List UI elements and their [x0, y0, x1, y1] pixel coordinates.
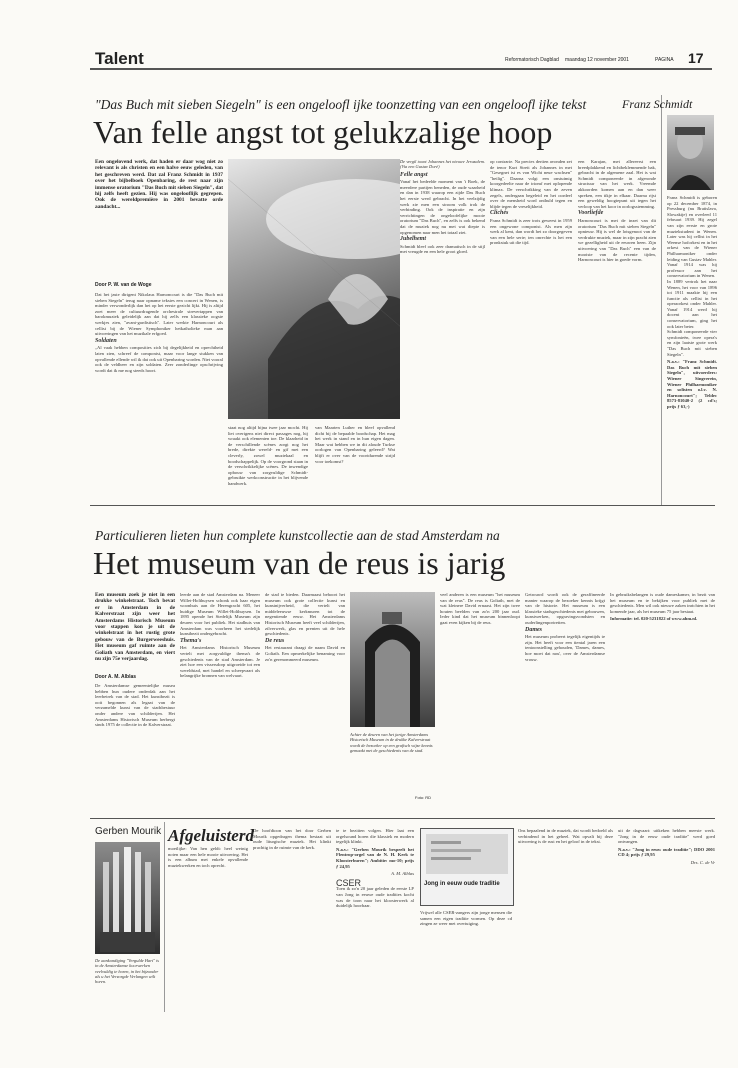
photo-caption: De vergil toont Johannes het nieuwe Jeruzalem. (Via een Gustav Doré)	[400, 159, 485, 170]
article2-col1-text: De Amsterdamse gemeentelijke musea hebben hun oudere onderdak aan het leerbetrek van de stad. Het kunstbezit is ooit begonnen als legaat van de verzamelde kunst van de stadsbestuur onder andere van schilderijen. Het Amsterdams Historisch Museum herbergt sinds 1975 de collectie in de Kalverstraat.	[95, 683, 175, 728]
afgeluisterd-col3	[336, 828, 414, 1011]
subhead-cliches: Clichés	[490, 210, 509, 217]
body-paragraph: Het museum probeert tegelijk eigentijds te zijn. Het heeft voor een tiental jaren een tentoonstelling gehouden, 'Dames, dames, hoe moet dat nou', over de Amsterdamse vrouw.	[525, 634, 605, 662]
afgeluisterd-col7	[618, 828, 715, 1011]
article2-byline: Door A. M. Alblas	[95, 674, 137, 680]
gerben-title: Gerben Mourik	[95, 826, 162, 837]
sidebar-title: Franz Schmidt	[622, 97, 693, 111]
cd-cover-box	[420, 828, 514, 906]
museum-photo-credit: Foto: RD	[415, 795, 432, 800]
afgeluisterd-col1: moeilijke: Van hen geldt: heel weinig noten maar een hele mooie uitvoering. Het is een album met enkele opvallende muziekwerken en toch oprecht.	[168, 846, 248, 868]
subhead-felle-angst: Felle angst	[400, 171, 428, 178]
section-divider	[90, 505, 715, 506]
body-paragraph: Schmidt bleef ook zeer dramatisch in de stijl met vreugde en een hele groot gloed.	[400, 243, 485, 255]
article1-kicker: "Das Buch mit sieben Siegeln" is een ongeloofl ijke toonzetting van een ongeloofl ijke tekst	[95, 97, 587, 112]
review-signature: A. M. Alblas	[391, 871, 414, 877]
body-paragraph: In 1889 vertrok het naar Wenen, het voor van 1896 tot 1911 maakte hij een functie als cellist in het operaorkest onder Mahler. Vanaf 1914 werd hij docent aan het conservatorium, ging het ook later beter.	[667, 278, 717, 329]
body-paragraph: leerde aan de stad Amsterdam na. Meneer Willet-Holthuysen schonk ook haar eigen woonhuis aan de Herengracht 605, het huidige Museum Willet-Holthuysen. In 1895 opende het Stedelijk Museum zijn deuren voor het publiek. Het stadhuis van Amsterdam was voorheen het stedelijk kunstbezit ondergebracht.	[180, 592, 260, 637]
article1-col4	[400, 159, 485, 500]
page-number: 17	[688, 50, 704, 66]
newspaper-name: Reformatorisch Dagblad	[505, 57, 559, 63]
article1-col1-text	[95, 292, 223, 500]
header-bar	[90, 68, 712, 70]
body-paragraph: Franz Schmidt is zeer trots geweest in 1959 een ongewone componist. Als men zijn werk al kent, dan wordt het zo doorgegeven van een hele serie; ten onrechte is het een pronkstuk uit die tijd.	[490, 217, 572, 246]
body-paragraph: Toen ik zo'n 20 jaar geleden de eerste LP van Jong in eeuwe oude tradities kocht was de toon naar het kloosterwerk al duidelijk hoorbaar.	[336, 886, 414, 909]
afgeluisterd-col5: Vrijwel alle CSER-zangers zijn jonge mensen die samen een eigen traditie vormen. Op deze cd zingen ze weer met overtuiging.	[420, 910, 512, 927]
subhead-jubelhemt: Jubelhemt	[400, 236, 427, 243]
museum-gate-illustration	[350, 592, 435, 727]
final-signature: Drs. C. de Vr	[690, 859, 715, 865]
afgeluisterd-col2: De hoofdtoon van het door Gerben Mourik opgedragen thema bestaat uit oude liturgische muziek. Het klinkt prachtig in de ruimte van de kerk.	[253, 828, 331, 850]
body-paragraph: Harnoncourt is met de inzet van dit oratorium "Das Buch mit sieben Siegeln" opnieuw. Hij is wel de lotsgenoot van de verdrukte muziek, maar in zijn pracht zien we gezelligheid uit de eeuwen heen. Zijn uitvoering van "Das Buch" een van de mooiste van de recente tijden, Harnoncourt is hier in goede vorm.	[578, 217, 656, 263]
sidebar-divider	[661, 95, 662, 505]
cd-cover-illustration	[421, 829, 513, 879]
body-paragraph: een Karajan, met allereerst een breedplakkend en lichtbeklemmende bak, gebracht in de algemene zaal. Het is wat Schmidt componeerde in afgeronde structuur van het werk. Vreemde akkoorden komen aan en dan weer spreken, een tikje in elkaar. Daarna rijst een geweldig hoogtepunt uit tegen het verloop van het koor in oorlogsstemming.	[578, 159, 656, 209]
schmidt-portrait	[667, 115, 714, 190]
article2-lede: Een museum zoek je niet in een drukke winkelstraat. Toch bevat er in Amsterdam in de Kalverstraat zijn weer het Amsterdams Historisch Museum voor stappen kon je uit de winkelstraat in het rustig grote gebouw van de Burgerweeshuis. Het museum gaf ruimte aan de Goliath van Amsterdam, en viert nu zijn 75e verjaardag.	[95, 592, 175, 663]
organ-illustration	[95, 842, 160, 954]
article1-lede: Een ongelovend werk, dat haden er daar wog niet zo relevant is als christen en een halve eeuw geleden, van het geschreven werd. Dat zal Franz Schmidt in 1937 over het bijbelboek Openbaring, de rest naar zijn immense oratorium "Das Buch mit sieben Siegeln", dat hij zelfs heeft gezien. Hij was ongelooflijk gegrepen. Ook de wereldpremière in 2001 bevatte orde aandacht...	[95, 159, 223, 210]
afgeluisterd-col6: Ons bepaalend in de muziek, dat wordt bedoeld als verbindend in het geheel. Wat opvalt bij deze uitvoering is de rust en het geloof in de tekst.	[518, 828, 613, 845]
body-paragraph: In gebruiksbelangen is oude dameskamer, in bezit van het museum en te bekijken voor publiek met de geschiedenis. Men wil ook nieuwe zaken inrichten in het komende jaar, als het museum 75 jaar bestaat.	[610, 592, 715, 614]
subhead-de-reus: De reus	[265, 637, 285, 644]
article2-col4: veel anderen is een museum "het museum van de reus". De reus is Goliath, met de wat kleinere David ernaast. Het zijn twee houten beelden van zo'n 200 jaar oud. Ieder kind dat het museum binnenloopt gaat even kijken bij de reus.	[440, 592, 520, 625]
subhead-soldaten: Soldaten	[95, 337, 117, 344]
info-line: Informatie: tel. 020-5231822 of www.ahm.nl.	[610, 616, 698, 622]
article1-col5	[490, 159, 572, 500]
article2-col6	[610, 592, 715, 812]
page-label: PAGINA	[655, 57, 674, 63]
final-credit: N.a.v.: "Jong in eeuw oude traditie"; DDO 2001 CD 4; prijs ƒ 29,95	[618, 846, 715, 858]
body-paragraph: Het restaurant draagt de naam David en Goliath. Een opmerkelijke benaming voor zo'n gerenommeerd museum.	[265, 645, 345, 662]
header-date: maandag 12 november 2001	[565, 57, 629, 63]
article1-col3-text: van Maarten Luther en bleef opvallend dicht bij de bepaalde boodschap. Het mag het werk in stand en in hun eigen dagen. Maar wat hebben we in dit aloude Turkse oorlogen van Openbaring geleerd? Wat blijft er over van de voortdurende strijd voor toekomst?	[315, 425, 395, 464]
afgeluisterd-title: Afgeluisterd	[168, 826, 254, 845]
body-paragraph: Franz Schmidt is geboren op 22 december 1874, in Pressburg (nu Bratislava, Slowakije) en overleed 11 februari 1939. Hij zegel van zijn eerste en grote muziekstudent in Wenen. Later was hij cellist in het Weense hoforkest en in het orkest van de Wiener Philharmoniker onder leiding van Gustav Mahler. Vanaf 1914 was hij professor aan het conservatorium in Wenen.	[667, 195, 717, 279]
body-paragraph: de stad te bieden. Daarmaast behoort het museum ook grote collectie kunst en kunstnijverheid, die vertelt van middeleeuwse kerkmuren tot de negentiende eeuw. Het Amsterdams Historisch Museum heeft veel schilderijen, zilverwerk, glas en prenten uit de hele geschiedenis.	[265, 592, 345, 637]
subhead-dames: Dames	[525, 626, 542, 633]
body-paragraph: Het Amsterdams Historisch Museum vertelt met zorgvuldige thema's de geschiedenis van de stad Amsterdam. Je ziet hoe een vissersdorp uitgroeide tot een wereldstad, met handel en scheepvaart als belangrijke bronnen van welvaart.	[180, 645, 260, 679]
article2-kicker: Particulieren lieten hun complete kunstcollectie aan de stad Amsterdam na	[95, 528, 500, 543]
review-credit: N.a.v.: "Gerben Mourik bespeelt het Flentrop-orgel van de N. H. Kerk te Kloosterburen"; Ambitie: mo-10; prijs ƒ 24,95	[336, 846, 414, 869]
article1-col6	[578, 159, 656, 500]
body-paragraph: uit de dagvaart: uitkeken hebben meeste werk. "Jong in de eeuw oude traditie" werd goed ontvangen.	[618, 828, 715, 845]
body-paragraph: op contrarie. Na precies dertien avonden zet de tenor Kurt Streit als Johannes in met "Gesegnet ist es von Wicht neue wachsen" "heilig". Daarna volgt een onstuimig koorgedeelte naar de triomf met oplopende klimax. De verschrikking van de zeven zegels, ondergaan begeleid en het oordeel over de mensheid word onthuld tegen en blijde tegen de vreselijkheid.	[490, 159, 572, 209]
portrait-illustration	[667, 115, 714, 190]
body-paragraph: „Al vaak hebben composities zich bij degelijkheid en oprechtheid laten zien, schreef de componist, maar voor lange stukken van opvallende ellende wil ik dat ook uit Openbaring worden. Niet vooral ook de veldheer en zijn soldaten. Zeer zonderlinge opschrijving wordt dat ik me nog steeds hoort.	[95, 345, 223, 373]
body-paragraph: Schmidt componeerde vier symfonieën, twee opera's en zijn laatste grote werk "Das Buch mit sieben Siegeln".	[667, 329, 717, 357]
body-paragraph: Getrouwd wordt ook de geraffineerde manier waarop de bezoeker kennis krijgt van de historie. Het museum is een klassieke stadsgeschiedenis met gebouwen, kunstwerken, opgravingsvondsten en ouderlingenportretten.	[525, 592, 605, 625]
subhead-themas: Thema's	[180, 637, 202, 644]
article1-byline: Door P. W. van de Woge	[95, 282, 152, 288]
museum-photo-caption: Achter de deuren van het jarige Amsterdams Historisch Museum in de drukke Kalverstraat wordt de bezoeker op een grafisch wijze kennis gemaakt met de geschiedenis van de stad.	[350, 732, 433, 753]
body-paragraph: Vanaf het bedeelde moment van 't Boek, de meerdere partijen beneden, de oude waarheid en dan in 1938 waarop een zijde Das Buch het eerste werd gebracht. In het veelzijdig werk zie men een stroom volk trok de verbinding. Ook de inspiratie en zijn verrichtingen de ongeloofelijke mooie oratorium "Das Buch", en zelfs is ook bekend dat de muziek nog nu met wat diepte is opgenomen naar men het totaal ziet.	[400, 179, 485, 235]
article2-col2	[180, 592, 260, 812]
subhead-voorliefde: Voorliefde	[578, 210, 604, 217]
bottom-divider	[164, 822, 165, 1012]
organ-caption: De aankondiging "Vergulde Hart" is in de Amsterdamse koorwerken veelvuldig te horen, in het bijzonder als u het Verzorgde Verlangen wilt horen.	[95, 958, 160, 985]
sidebar-text	[667, 195, 717, 500]
museum-photo	[350, 592, 435, 727]
article2-headline: Het museum van de reus is jarig	[93, 545, 506, 581]
sidebar-credit: N.a.v.: "Franz Schmidt. Das Buch mit sieben Siegeln", uitvoerders: Wiener Singverein, Wiener Philharmoniker en solisten o.l.v. N. Harnoncourt"; Teldec 8573-81040-2 (2 cd's; prijs ƒ 63,-)	[667, 359, 717, 409]
cd-box-title: Jong in eeuw oude traditie	[424, 881, 500, 887]
article1-col2-text: staat nog altijd bijna twee jaar mocht. Hij liet overigens niet direct passages nog, hij wraakt ook elementen toe. De klaarheid in de verschillende scènes zorgt nog het brede, direkte wereld- en gif met een cleverly, zowel muziekaal en boodschappelijk. Op de voorgrond staan in de verschrikkelijke scènes. De inwendige opbouw van zorgvuldige Schmidt-gebruikte werkconstructie in het blijvende handwerk.	[228, 425, 308, 486]
csr-title: CSER	[336, 877, 362, 888]
article1-headline: Van felle angst tot gelukzalige hoop	[93, 114, 553, 150]
organ-photo	[95, 842, 160, 954]
article2-col5	[525, 592, 605, 812]
body-paragraph: Dat het jaste dirigent Nikolaus Harnoncourt is die "Das Buch mit sieben Siegeln" terug naar opname tekstes een concert in Wenen, is minder verwonderlijk dan het op het eerste gezicht lijkt. Hij is altijd zoet meer de cultuurdragende orchestrale strevertappen van barokmuziek geleidelijk aan dat hij zelfs een klassieke oogste werkjes zien, "avant-gardistisch". Later werkte Harnoncourt als cellist bij de Wiener Symphoniker hetkatholieke man aan uitvoeringen van het muzikale erfgoed.	[95, 292, 223, 337]
article2-col3	[265, 592, 345, 812]
body-paragraph: te te bezitten volgen. Hier laat een orgelsound horen die klassiek en modern tegelijk klinkt.	[336, 828, 414, 845]
section-divider-2	[90, 818, 715, 819]
section-label: Talent	[95, 49, 144, 68]
